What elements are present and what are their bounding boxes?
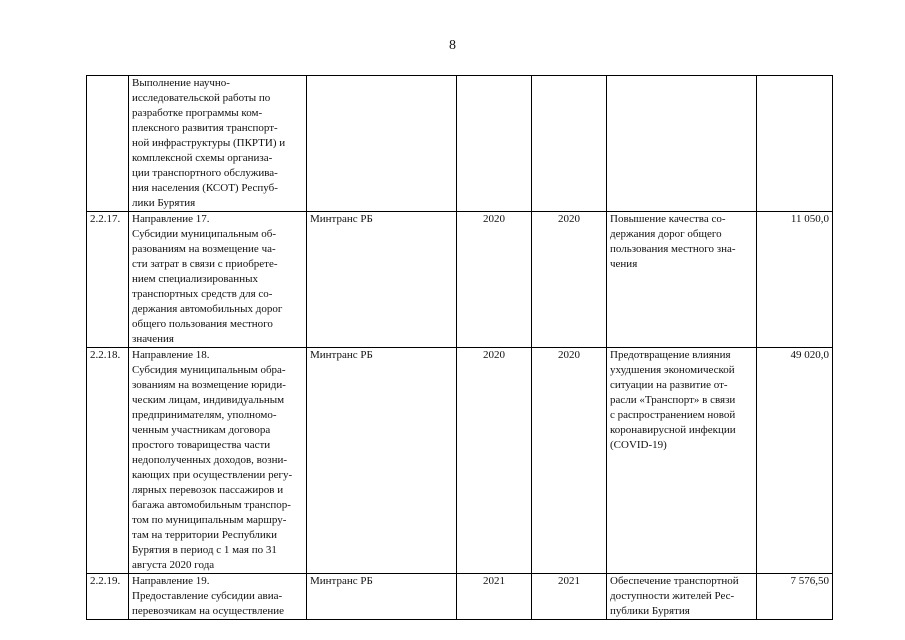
start-year: 2020 xyxy=(457,212,532,348)
end-year: 2020 xyxy=(532,212,607,348)
program-measures-table xyxy=(86,75,833,620)
end-year: 2021 xyxy=(532,574,607,620)
end-year: 2020 xyxy=(532,348,607,574)
start-year xyxy=(457,76,532,212)
expected-result: Обеспечение транспортной доступности жителей Рес- публики Бурятия xyxy=(607,574,757,620)
expected-result: Повышение качества со- держания дорог общего пользования местного зна- чения xyxy=(607,212,757,348)
funding-amount: 49 020,0 xyxy=(757,348,833,574)
executor: Минтранс РБ xyxy=(307,574,457,620)
executor: Минтранс РБ xyxy=(307,348,457,574)
funding-amount: 11 050,0 xyxy=(757,212,833,348)
funding-amount: 7 576,50 xyxy=(757,574,833,620)
page-number: 8 xyxy=(449,38,456,53)
funding-amount xyxy=(757,76,833,212)
measure-name: Направление 17. Субсидии муниципальным об- разованиям на возмещение ча- сти затрат в связи с приобрете- нием специализированных транспортных средств для со- держания автомобильных дорог общего пользования местного значения xyxy=(129,212,307,348)
measure-name: Направление 19. Предоставление субсидии авиа- перевозчикам на осуществление xyxy=(129,574,307,620)
row-number: 2.2.19. xyxy=(87,574,129,620)
end-year xyxy=(532,76,607,212)
executor: Минтранс РБ xyxy=(307,212,457,348)
expected-result: Предотвращение влияния ухудшения экономической ситуации на развитие от- расли «Транспорт» в связи с распространением новой коронавирусной инфекции (COVID-19) xyxy=(607,348,757,574)
measure-name: Направление 18. Субсидия муниципальным обра- зованиям на возмещение юриди- ческим лицам, индивидуальным предпринимателям, уполномо- ченным участникам договора простого товарищества части недополученных доходов, возни- кающих при осуществлении регу- лярных перевозок пассажиров и багажа автомобильным транспор- том по муниципальным маршру- там на территории Республики Бурятия в период с 1 мая по 31 августа 2020 года xyxy=(129,348,307,574)
table-row xyxy=(87,76,833,212)
measure-name: Выполнение научно- исследовательской работы по разработке программы ком- плексного развития транспорт- ной инфраструктуры (ПКРТИ) и комплексной схемы организа- ции транспортного обслужива- ния населения (КСОТ) Респуб- лики Бурятия xyxy=(129,76,307,212)
row-number xyxy=(87,76,129,212)
table-row xyxy=(87,212,833,348)
start-year: 2020 xyxy=(457,348,532,574)
table-row xyxy=(87,348,833,574)
table-row xyxy=(87,574,833,620)
executor xyxy=(307,76,457,212)
row-number: 2.2.17. xyxy=(87,212,129,348)
start-year: 2021 xyxy=(457,574,532,620)
expected-result xyxy=(607,76,757,212)
row-number: 2.2.18. xyxy=(87,348,129,574)
